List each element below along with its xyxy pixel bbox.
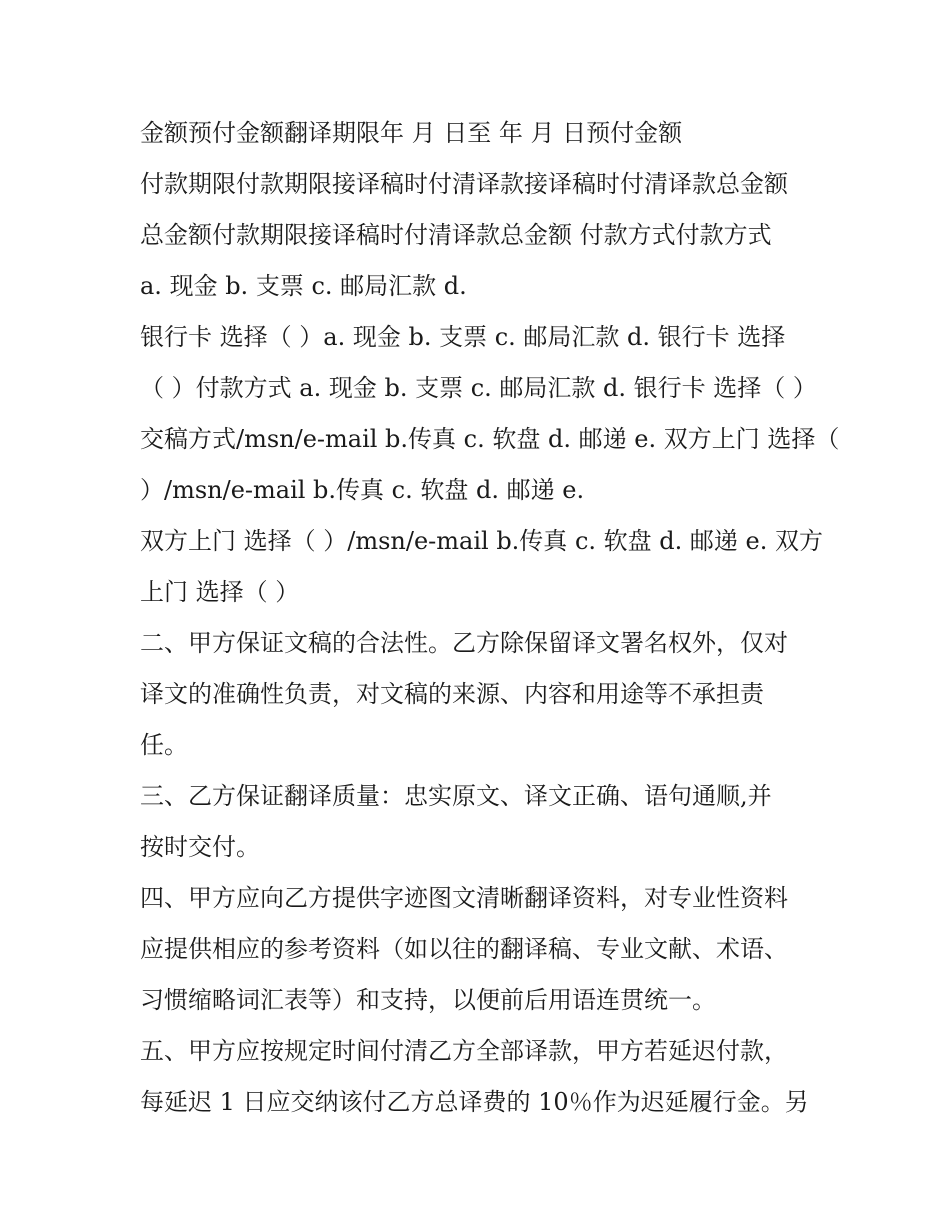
text-line: 交稿方式/msn/e-mail b.传真 c. 软盘 d. 邮递 e. 双方上门 选择（: [140, 425, 840, 453]
text-line: 任。: [140, 731, 188, 759]
text-line: 五、甲方应按规定时间付清乙方全部译款，甲方若延迟付款，: [140, 1037, 788, 1065]
text-line: 每延迟 1 日应交纳该付乙方总译费的 10％作为迟延履行金。另: [140, 1088, 809, 1116]
text-line: 应提供相应的参考资料（如以往的翻译稿、专业文献、术语、: [140, 935, 788, 963]
text-line: 习惯缩略词汇表等）和支持，以便前后用语连贯统一。: [140, 986, 716, 1014]
text-line: 付款期限付款期限接译稿时付清译款接译稿时付清译款总金额: [140, 170, 788, 198]
text-line: 银行卡 选择（ ）a. 现金 b. 支票 c. 邮局汇款 d. 银行卡 选择: [140, 323, 786, 351]
text-line: 三、乙方保证翻译质量：忠实原文、译文正确、语句通顺,并: [140, 782, 772, 810]
document-body: [140, 108, 840, 1128]
text-line: 四、甲方应向乙方提供字迹图文清晰翻译资料，对专业性资料: [140, 884, 788, 912]
text-line: 上门 选择（ ）: [140, 578, 300, 606]
text-line: 双方上门 选择（ ）/msn/e-mail b.传真 c. 软盘 d. 邮递 e. 双方: [140, 527, 823, 555]
text-line: 金额预付金额翻译期限年 月 日至 年 月 日预付金额: [140, 119, 683, 147]
text-line: 二、甲方保证文稿的合法性。乙方除保留译文署名权外，仅对: [140, 629, 788, 657]
text-line: 按时交付。: [140, 833, 260, 861]
text-line: a. 现金 b. 支票 c. 邮局汇款 d.: [140, 272, 467, 300]
text-line: ）/msn/e-mail b.传真 c. 软盘 d. 邮递 e.: [140, 476, 585, 504]
text-line: 译文的准确性负责，对文稿的来源、内容和用途等不承担责: [140, 680, 764, 708]
text-line: （ ）付款方式 a. 现金 b. 支票 c. 邮局汇款 d. 银行卡 选择（ ）: [140, 374, 817, 402]
text-line: 总金额付款期限接译稿时付清译款总金额 付款方式付款方式: [140, 221, 772, 249]
